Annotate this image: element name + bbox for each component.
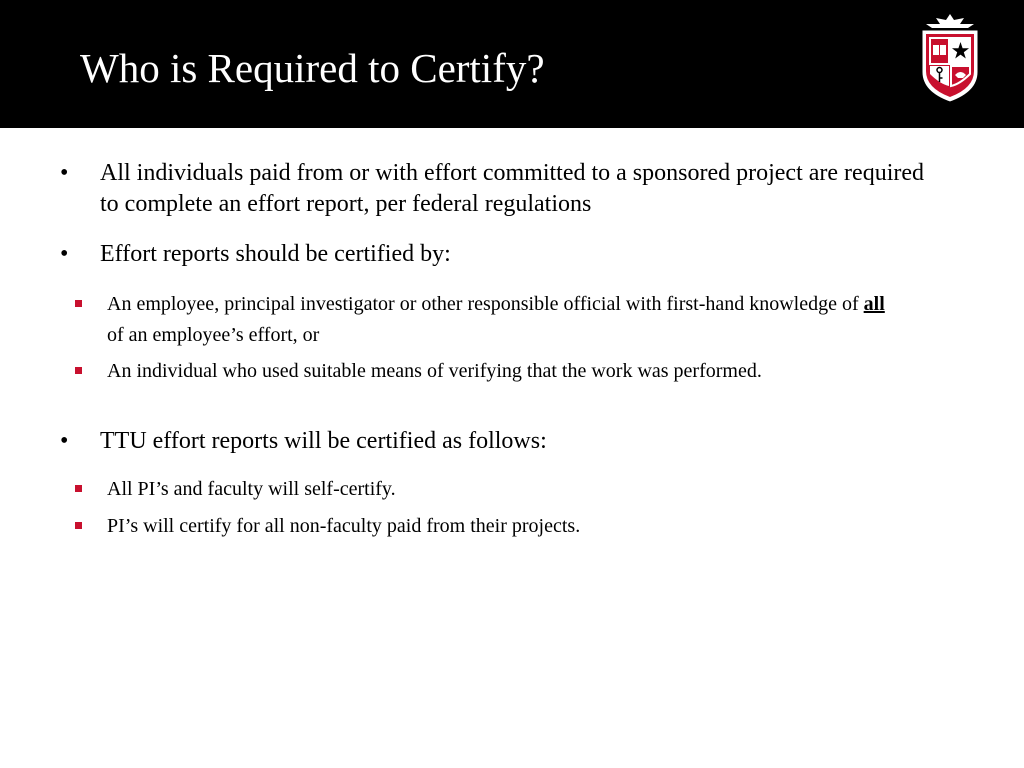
slide-title: Who is Required to Certify?: [80, 45, 545, 91]
sub-bullet-square: [75, 367, 82, 374]
emphasis-text: all: [863, 293, 885, 315]
bullet-dot: •: [60, 241, 69, 267]
sub-bullet-text: All PI’s and faculty will self-certify.: [107, 478, 396, 500]
sub-bullet-text: An individual who used suitable means of verifying that the work was performed.: [107, 360, 762, 382]
sub-bullet-square: [75, 485, 82, 492]
bullet-text: TTU effort reports will be certified as follows:: [100, 428, 547, 454]
sub-bullet-item: [107, 474, 897, 505]
bullet-text: Effort reports should be certified by:: [100, 241, 451, 267]
sub-bullet-item: [107, 511, 897, 542]
sub-bullet-item: [107, 289, 897, 351]
bullet-item: [60, 158, 930, 220]
sub-bullet-text: of an employee’s effort, or: [107, 324, 320, 346]
bullet-dot: •: [60, 428, 69, 454]
sub-bullet-text: An employee, principal investigator or other responsible official with first-hand knowledge of: [107, 293, 864, 315]
sub-bullet-square: [75, 522, 82, 529]
sub-bullet-text: PI’s will certify for all non-faculty paid from their projects.: [107, 515, 581, 537]
bullet-item: [60, 239, 930, 270]
bullet-text: All individuals paid from or with effort committed to a sponsored project are required to complete an effort report, per federal regulations: [100, 160, 925, 217]
bullet-dot: •: [60, 160, 69, 186]
bullet-item: [60, 426, 930, 457]
sub-bullet-item: [107, 356, 897, 387]
sub-bullet-square: [75, 300, 82, 307]
